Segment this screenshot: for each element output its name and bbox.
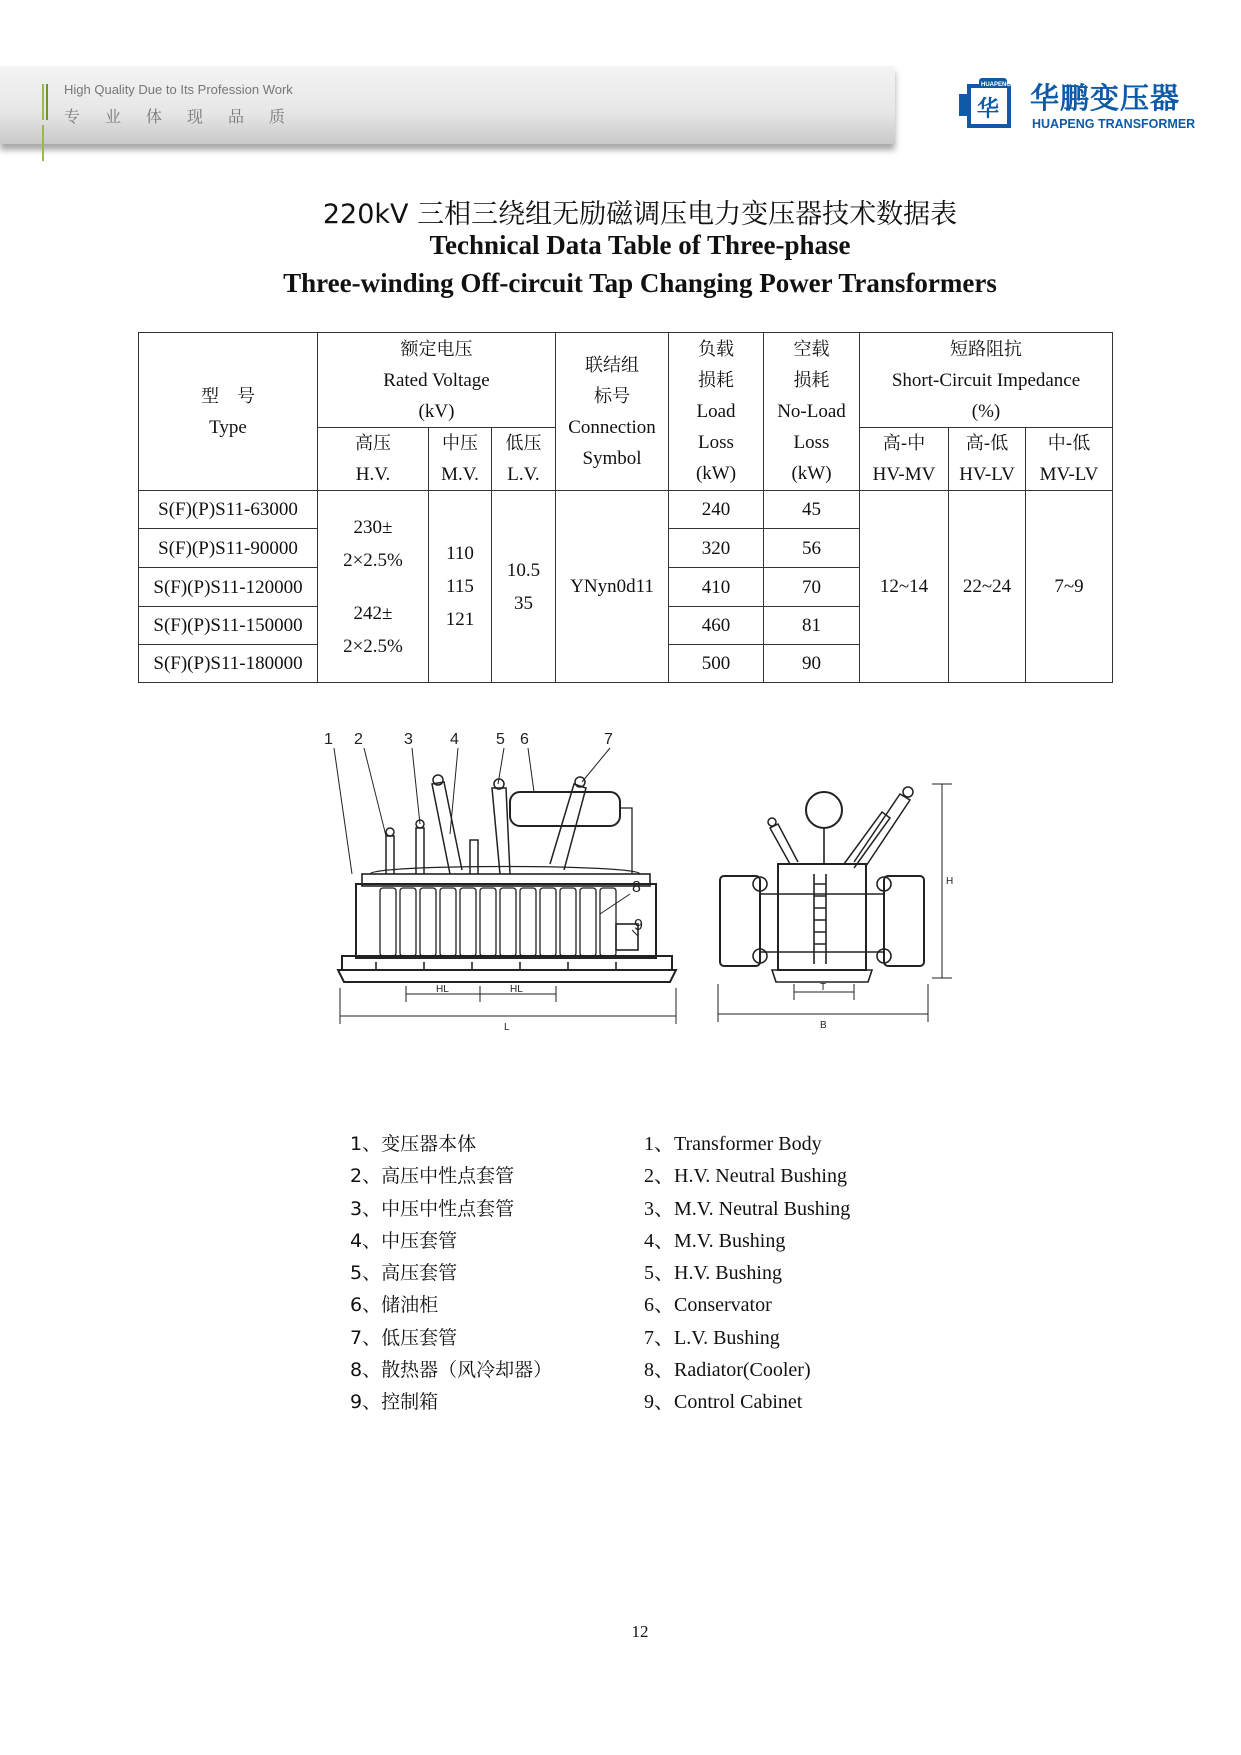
impedance-hv-lv-cell: 22~24	[949, 491, 1026, 683]
transformer-drawing	[320, 724, 980, 1064]
page-title-english-line1: Technical Data Table of Three-phase	[429, 230, 851, 260]
lv-voltage-cell: 10.5 35	[492, 491, 556, 683]
callout-5: 5	[496, 731, 505, 748]
huapeng-logo-icon	[955, 76, 1021, 132]
legend-item-cn: 7、低压套管	[350, 1326, 458, 1349]
legend-item-cn: 2、高压中性点套管	[350, 1165, 515, 1188]
header-hv-mv: 高-中 HV-MV	[860, 428, 949, 491]
noload-loss-cell: 70	[764, 568, 860, 607]
legend-item-en: 1、Transformer Body	[644, 1133, 822, 1155]
legend-item-cn: 4、中压套管	[350, 1229, 458, 1252]
noload-loss-cell: 90	[764, 645, 860, 683]
connection-symbol-cell: YNyn0d11	[556, 491, 669, 683]
dimension-h: H	[946, 876, 954, 887]
header-noload-loss: 空载 损耗 No-Load Loss (kW)	[764, 333, 860, 491]
header-mv: 中压 M.V.	[429, 428, 492, 491]
legend-item-cn: 9、控制箱	[350, 1391, 439, 1414]
header-hv: 高压 H.V.	[318, 428, 429, 491]
table-row	[139, 491, 1113, 529]
callout-4: 4	[450, 731, 459, 748]
header-connection-symbol: 联结组 标号 Connection Symbol	[556, 333, 669, 491]
legend-item-en: 2、H.V. Neutral Bushing	[644, 1165, 847, 1188]
header-mv-lv: 中-低 MV-LV	[1026, 428, 1113, 491]
header-type: 型 号 Type	[139, 333, 318, 491]
load-loss-cell: 500	[669, 645, 764, 683]
legend-item-en: 3、M.V. Neutral Bushing	[644, 1197, 851, 1220]
legend-item-cn: 1、变压器本体	[350, 1133, 477, 1155]
dimension-l: L	[504, 1022, 510, 1033]
header-accent-bars	[42, 84, 52, 120]
technical-data-table	[138, 332, 1113, 683]
legend-item-cn: 8、散热器（风冷却器）	[350, 1359, 553, 1382]
legend-english	[644, 1128, 850, 1419]
noload-loss-cell: 45	[764, 491, 860, 529]
noload-loss-cell: 81	[764, 607, 860, 645]
type-cell: S(F)(P)S11-120000	[139, 568, 318, 607]
type-cell: S(F)(P)S11-150000	[139, 607, 318, 645]
dimension-hl-2: HL	[510, 984, 523, 995]
logo-english-name: HUAPENG TRANSFORMER	[1032, 117, 1196, 131]
hv-voltage-cell: 230± 2×2.5% 242± 2×2.5%	[318, 491, 429, 683]
legend-item-en: 6、Conservator	[644, 1294, 772, 1317]
slogan-chinese: 专业体现品质	[64, 107, 311, 126]
callout-8: 8	[632, 879, 641, 896]
legend-item-cn: 6、储油柜	[350, 1294, 439, 1317]
load-loss-cell: 410	[669, 568, 764, 607]
header-load-loss: 负载 损耗 Load Loss (kW)	[669, 333, 764, 491]
callout-2: 2	[354, 731, 363, 748]
callout-9: 9	[634, 917, 643, 934]
legend-item-en: 5、H.V. Bushing	[644, 1262, 782, 1285]
legend-chinese	[350, 1128, 552, 1419]
callout-1: 1	[324, 731, 333, 748]
header-rated-voltage: 额定电压 Rated Voltage (kV)	[318, 333, 556, 428]
legend-item-en: 8、Radiator(Cooler)	[644, 1359, 811, 1382]
page-title-chinese: 220kV 三相三绕组无励磁调压电力变压器技术数据表	[322, 199, 958, 230]
legend-item-en: 7、L.V. Bushing	[644, 1326, 780, 1349]
header-lv: 低压 L.V.	[492, 428, 556, 491]
dimension-t: T	[820, 982, 827, 993]
page-number: 12	[631, 1622, 649, 1641]
logo-badge-text: HUAPENG	[981, 82, 1012, 88]
load-loss-cell: 240	[669, 491, 764, 529]
impedance-mv-lv-cell: 7~9	[1026, 491, 1113, 683]
page-title-english-line2: Three-winding Off-circuit Tap Changing Power Transformers	[283, 268, 997, 298]
legend-item-en: 9、Control Cabinet	[644, 1391, 803, 1414]
callout-7: 7	[604, 731, 613, 748]
side-view	[718, 784, 953, 1031]
type-cell: S(F)(P)S11-180000	[139, 645, 318, 683]
slogan-english: High Quality Due to Its Profession Work	[64, 82, 293, 97]
load-loss-cell: 460	[669, 607, 764, 645]
dimension-b: B	[820, 1020, 827, 1031]
dimension-hl-1: HL	[436, 984, 449, 995]
load-loss-cell: 320	[669, 529, 764, 568]
type-cell: S(F)(P)S11-90000	[139, 529, 318, 568]
callout-6: 6	[520, 731, 529, 748]
header-hv-lv: 高-低 HV-LV	[949, 428, 1026, 491]
header-short-circuit-impedance: 短路阻抗 Short-Circuit Impedance (%)	[860, 333, 1113, 428]
front-view	[324, 731, 676, 1033]
mv-voltage-cell: 110 115 121	[429, 491, 492, 683]
type-cell: S(F)(P)S11-63000	[139, 491, 318, 529]
noload-loss-cell: 56	[764, 529, 860, 568]
callout-3: 3	[404, 731, 413, 748]
legend-item-cn: 3、中压中性点套管	[350, 1197, 515, 1220]
impedance-hv-mv-cell: 12~14	[860, 491, 949, 683]
logo-chinese-name: 华鹏变压器	[1030, 81, 1181, 115]
legend-item-en: 4、M.V. Bushing	[644, 1229, 786, 1252]
legend-item-cn: 5、高压套管	[350, 1262, 458, 1285]
svg-text:华: 华	[977, 97, 1000, 122]
